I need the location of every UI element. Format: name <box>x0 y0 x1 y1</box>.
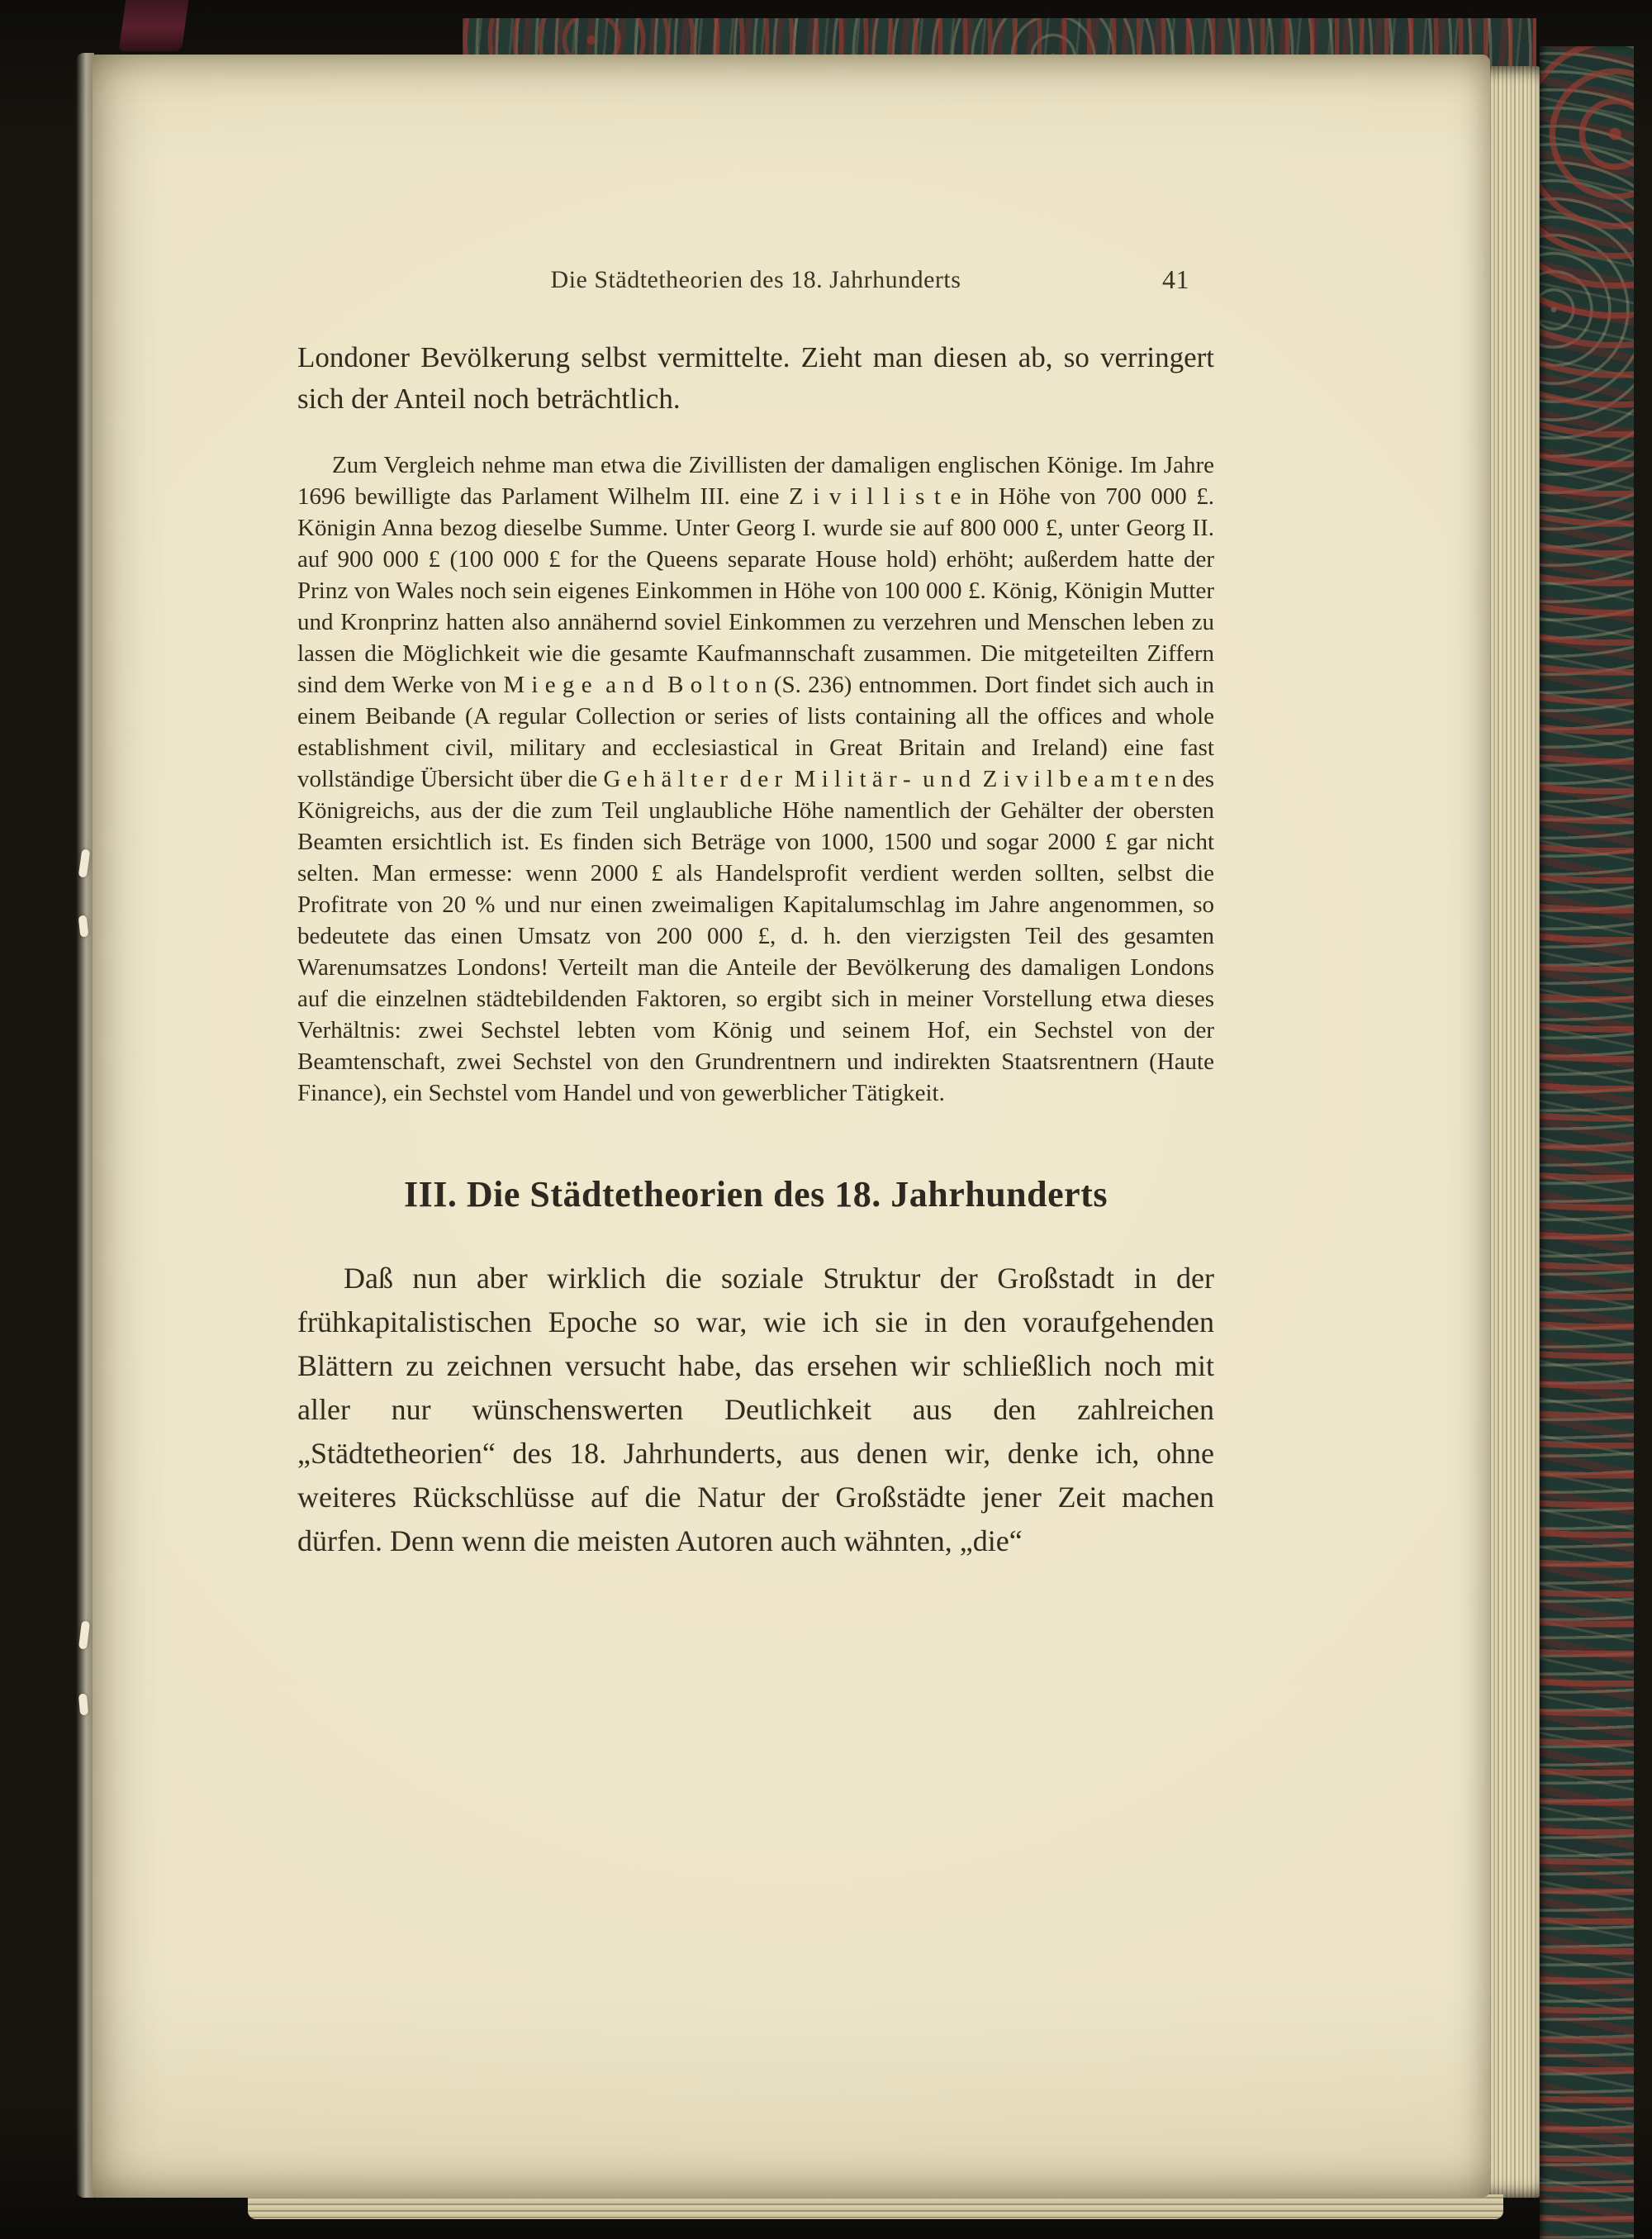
paragraph-continuation: Londoner Bevölkerung selbst vermittelte. Zieht man diesen ab, so verringert sich der Anteil noch beträchtlich. <box>297 341 1214 415</box>
page-number: 41 <box>1162 264 1189 294</box>
section-heading: III. Die Städtetheorien des 18. Jahrhunderts <box>404 1174 1108 1215</box>
page-header <box>297 266 1214 301</box>
binding-stitch <box>78 1694 88 1716</box>
running-title: Die Städtetheorien des 18. Jahrhunderts <box>550 266 961 293</box>
section-paragraph: Daß nun aber wirklich die soziale Struktur der Großstadt in der frühkapitalistischen Epoche so war, wie ich sie in den voraufgehenden Blättern zu zeichnen versucht habe, das ersehen wir schließlich noch mit aller nur wünschenswerten Deutlichkeit aus den zahlreichen „Städtetheorien“ des 18. Jahrhunderts, aus denen wir, denke ich, ohne weiteres Rückschlüsse auf die Natur der Großstädte jener Zeit machen dürfen. Denn wenn die meisten Autoren auch wähnten, „die“ <box>297 1262 1214 1557</box>
page-edges-bottom <box>248 2194 1503 2219</box>
small-print-paragraph: Zum Vergleich nehme man etwa die Zivillisten der damaligen englischen Könige. Im Jahre 1696 bewilligte das Parlament Wilhelm III. eine Z i v i l l i s t e in Höhe von 700 000 £. Königin Anna bezog dieselbe Summe. Unter Georg I. wurde sie auf 800 000 £, unter Georg II. auf 900 000 £ (100 000 £ for the Queens separate House hold) erhöht; außerdem hatte der Prinz von Wales noch sein eigenes Einkommen in Höhe von 100 000 £. König, Königin Mutter und Kronprinz hatten also annähernd soviel Einkommen zu verzehren und Menschen leben zu lassen die Möglichkeit wie die gesamte Kaufmannschaft zusammen. Die mitgeteilten Ziffern sind dem Werke von M i e g e a n d B o l t o n (S. 236) entnommen. Dort findet sich auch in einem Beibande (A regular Collection or series of lists containing all the offices and whole establishment civil, military and ecclesiastical in Great Britain and Ireland) eine fast vollständige Übersicht über die G e h ä l t e r d e r M i l i t ä r - u n d Z i v i l b e a m t e n des Königreichs, aus der die zum Teil unglaubliche Höhe namentlich der Gehälter der obersten Beamten ersichtlich ist. Es finden sich Beträge von 1000, 1500 und sogar 2000 £ gar nicht selten. Man ermesse: wenn 2000 £ als Handelsprofit verdient werden sollten, selbst die Profitrate von 20 % und nur einen zweimaligen Kapitalumschlag im Jahre angenommen, so bedeutete das einen Umsatz von 200 000 £, d. h. den vierzigsten Teil des gesamten Warenumsatzes Londons! Verteilt man die Anteile der Bevölkerung des damaligen Londons auf die einzelnen städtebildenden Faktoren, so ergibt sich in meiner Vorstellung etwa dieses Verhältnis: zwei Sechstel lebten vom König und seinem Hof, ein Sechstel von der Beamtenschaft, zwei Sechstel von den Grundrentnern und indirekten Staatsrentnern (Haute Finance), ein Sechstel vom Handel und von gewerblicher Tätigkeit. <box>297 452 1214 1106</box>
marbled-cover-edge <box>1540 46 1634 2239</box>
previous-page-edge <box>76 53 94 2198</box>
page-edges-right <box>1487 66 1541 2198</box>
book-page <box>93 55 1490 2198</box>
bookmark-ribbon <box>119 0 189 51</box>
